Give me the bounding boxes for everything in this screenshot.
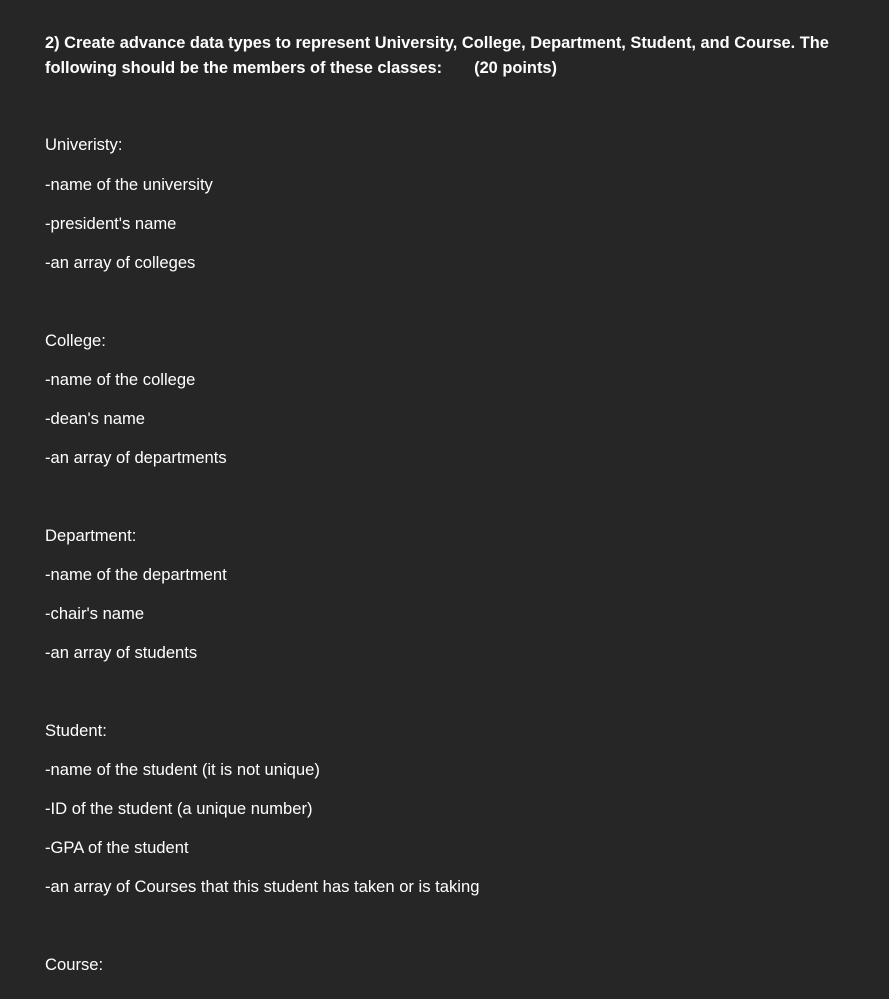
department-member: -chair's name: [45, 604, 145, 623]
college-member: -dean's name: [45, 409, 146, 428]
department-member: -name of the department: [45, 565, 227, 584]
course-title: Course:: [45, 955, 104, 974]
university-title: Univeristy:: [45, 135, 123, 154]
question-text: 2) Create advance data types to represent University, College, Department, Student, and Course. The following should be the members of these classes:: [45, 34, 829, 77]
student-member: -an array of Courses that this student has taken or is taking: [45, 877, 480, 896]
college-member: -name of the college: [45, 370, 196, 389]
university-member: -an array of colleges: [45, 253, 196, 272]
student-member: -GPA of the student: [45, 838, 189, 857]
college-title: College:: [45, 331, 106, 350]
question-heading: [45, 31, 865, 81]
question-points: (20 points): [474, 59, 557, 77]
department-title: Department:: [45, 526, 137, 545]
college-member: -an array of departments: [45, 448, 227, 467]
department-member: -an array of students: [45, 643, 198, 662]
university-member: -president's name: [45, 214, 177, 233]
student-member: -name of the student (it is not unique): [45, 760, 320, 779]
student-title: Student:: [45, 721, 107, 740]
university-member: -name of the university: [45, 175, 213, 194]
student-member: -ID of the student (a unique number): [45, 799, 313, 818]
